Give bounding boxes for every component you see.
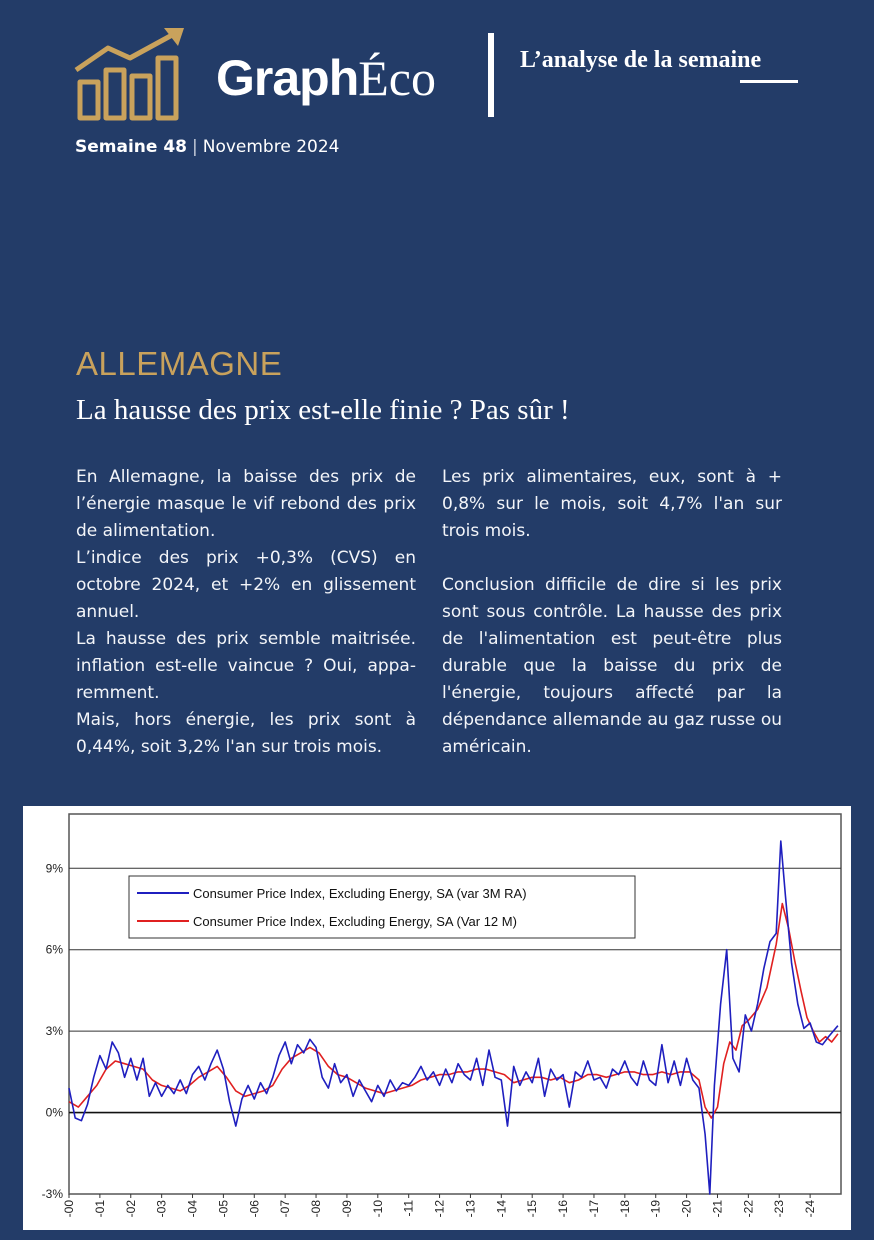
x-tick-label: -03 bbox=[154, 1200, 169, 1218]
brand-name-part2: Éco bbox=[358, 50, 436, 106]
article-headline: La hausse des prix est-elle finie ? Pas sûr ! bbox=[76, 394, 570, 426]
x-tick-label: -17 bbox=[586, 1200, 601, 1218]
x-tick-label: -13 bbox=[463, 1200, 478, 1218]
x-tick-label: -23 bbox=[772, 1200, 787, 1218]
y-tick-label: 6% bbox=[45, 942, 63, 957]
x-tick-label: -06 bbox=[247, 1200, 262, 1218]
x-tick-label: -21 bbox=[710, 1200, 725, 1218]
legend-label: Consumer Price Index, Excluding Energy, SA (Var 12 M) bbox=[193, 914, 517, 929]
x-tick-label: -15 bbox=[525, 1200, 540, 1218]
paragraph: Conclusion difficile de dire si les prix sont sous contrôle. La hausse des prix de l'alimentation est peut-être plus durable que la baisse du prix de l'énergie, toujours affecté par la dépendance allemande au gaz russe ou américain. bbox=[442, 575, 782, 757]
brand-name-part1: Graph bbox=[216, 50, 359, 106]
x-tick-label: -16 bbox=[556, 1200, 571, 1218]
paragraph: En Allemagne, la baisse des prix de l’énergie masque le vif rebond des prix de alimentation. bbox=[76, 467, 416, 541]
paragraph: La hausse des prix semble maitrisée. inflation est-elle vaincue ? Oui, appa-remment. bbox=[76, 629, 416, 703]
x-tick-label: -09 bbox=[339, 1200, 354, 1218]
x-tick-label: -00 bbox=[62, 1200, 76, 1218]
y-tick-label: 0% bbox=[45, 1105, 63, 1120]
x-tick-label: -01 bbox=[92, 1200, 107, 1218]
legend-label: Consumer Price Index, Excluding Energy, SA (var 3M RA) bbox=[193, 886, 527, 901]
issue-separator: | bbox=[192, 137, 198, 157]
x-tick-label: -14 bbox=[494, 1200, 509, 1218]
issue-month: Novembre 2024 bbox=[202, 137, 340, 157]
brand-name bbox=[216, 48, 436, 108]
header-tagline: L’analyse de la semaine bbox=[520, 47, 762, 73]
tagline-underline bbox=[740, 80, 798, 83]
x-tick-label: -04 bbox=[185, 1200, 200, 1218]
issue-week: Semaine 48 bbox=[75, 137, 187, 157]
cpi-chart-panel bbox=[23, 806, 851, 1230]
x-tick-label: -12 bbox=[432, 1200, 447, 1218]
y-tick-label: 3% bbox=[45, 1024, 63, 1039]
x-tick-label: -11 bbox=[401, 1200, 416, 1217]
paragraph: Mais, hors énergie, les prix sont à 0,44%, soit 3,2% l'an sur trois mois. bbox=[76, 710, 416, 757]
article-kicker: ALLEMAGNE bbox=[76, 345, 283, 382]
bar-chart-growth-arrow-icon bbox=[72, 26, 188, 122]
header-divider bbox=[488, 33, 494, 117]
article-column-right bbox=[442, 464, 782, 761]
x-tick-label: -02 bbox=[123, 1200, 138, 1218]
x-tick-label: -18 bbox=[617, 1200, 632, 1218]
x-tick-label: -22 bbox=[741, 1200, 756, 1218]
plot-area bbox=[69, 814, 841, 1194]
paragraph: L’indice des prix +0,3% (CVS) en octobre 2024, et +2% en glissement annuel. bbox=[76, 548, 416, 622]
article-column-left bbox=[76, 464, 416, 761]
x-tick-label: -07 bbox=[278, 1200, 293, 1218]
x-tick-label: -20 bbox=[679, 1200, 694, 1218]
x-tick-label: -05 bbox=[216, 1200, 231, 1218]
y-tick-label: 9% bbox=[45, 861, 63, 876]
issue-line bbox=[75, 135, 339, 159]
x-tick-label: -19 bbox=[648, 1200, 663, 1218]
x-tick-label: -08 bbox=[309, 1200, 324, 1218]
x-tick-label: -24 bbox=[803, 1200, 818, 1218]
x-tick-label: -10 bbox=[370, 1200, 385, 1218]
cpi-chart bbox=[23, 806, 851, 1230]
paragraph: Les prix alimentaires, eux, sont à + 0,8% sur le mois, soit 4,7% l'an sur trois mois. bbox=[442, 467, 782, 541]
y-tick-label: -3% bbox=[41, 1187, 63, 1201]
